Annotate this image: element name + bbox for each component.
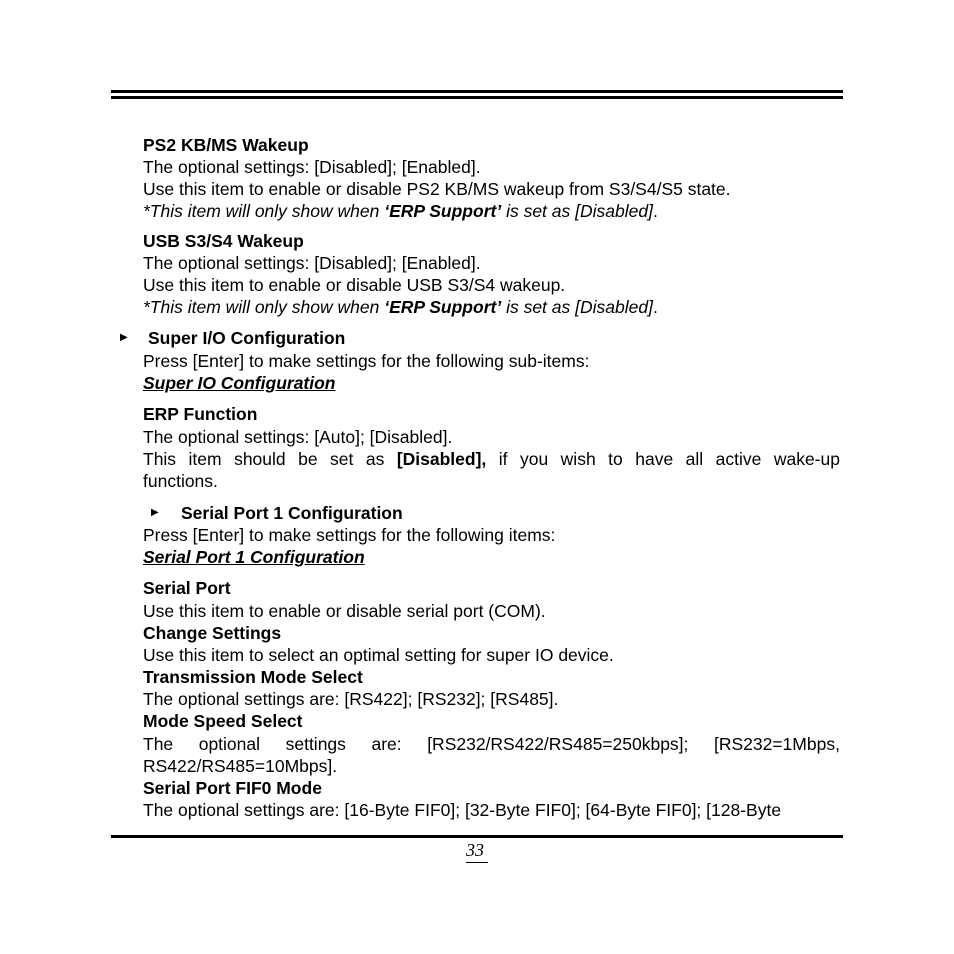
ps2-wakeup-options: The optional settings: [Disabled]; [Enabled]. — [143, 157, 481, 177]
transmission-mode-desc: The optional settings are: [RS422]; [RS232]; [RS485]. — [143, 689, 559, 709]
serial-port-heading: Serial Port — [143, 578, 231, 598]
usb-wakeup-desc: Use this item to enable or disable USB S3/S4 wakeup. — [143, 275, 566, 295]
header-rule-thin — [111, 96, 843, 99]
mode-speed-desc-cont: RS422/RS485=10Mbps]. — [143, 756, 338, 776]
erp-function-desc: This item should be set as [Disabled], if you wish to have all active wake-up — [143, 449, 840, 469]
mode-speed-heading: Mode Speed Select — [143, 711, 303, 731]
fifo-mode-heading: Serial Port FIF0 Mode — [143, 778, 322, 798]
page-number: 33 — [466, 840, 484, 860]
header-rule-thick — [111, 90, 843, 93]
erp-function-heading: ERP Function — [143, 404, 258, 424]
serial-port-1-heading: Serial Port 1 Configuration — [181, 503, 403, 523]
change-settings-desc: Use this item to select an optimal setting for super IO device. — [143, 645, 614, 665]
usb-wakeup-options: The optional settings: [Disabled]; [Enabled]. — [143, 253, 481, 273]
change-settings-heading: Change Settings — [143, 623, 282, 643]
ps2-wakeup-desc: Use this item to enable or disable PS2 KB/MS wakeup from S3/S4/S5 state. — [143, 179, 731, 199]
triangle-bullet-icon: ▶ — [151, 507, 159, 518]
erp-function-desc-cont: functions. — [143, 471, 218, 491]
fifo-mode-desc: The optional settings are: [16-Byte FIF0]; [32-Byte FIF0]; [64-Byte FIF0]; [128-Byte — [143, 800, 782, 820]
serial-port-1-desc: Press [Enter] to make settings for the following items: — [143, 525, 556, 545]
usb-wakeup-note: *This item will only show when ‘ERP Support’ is set as [Disabled]. — [143, 297, 658, 317]
serial-port-desc: Use this item to enable or disable serial port (COM). — [143, 601, 546, 621]
page-number-underline — [466, 862, 488, 863]
ps2-wakeup-note: *This item will only show when ‘ERP Support’ is set as [Disabled]. — [143, 201, 658, 221]
mode-speed-desc: The optional settings are: [RS232/RS422/RS485=250kbps]; [RS232=1Mbps, — [143, 734, 840, 754]
super-io-desc: Press [Enter] to make settings for the following sub-items: — [143, 351, 590, 371]
serial-port-1-link: Serial Port 1 Configuration — [143, 547, 365, 567]
super-io-link: Super IO Configuration — [143, 373, 336, 393]
usb-wakeup-heading: USB S3/S4 Wakeup — [143, 231, 304, 251]
footer-rule — [111, 835, 843, 838]
ps2-wakeup-heading: PS2 KB/MS Wakeup — [143, 135, 309, 155]
transmission-mode-heading: Transmission Mode Select — [143, 667, 363, 687]
super-io-heading: Super I/O Configuration — [148, 328, 346, 348]
erp-function-options: The optional settings: [Auto]; [Disabled]. — [143, 427, 453, 447]
triangle-bullet-icon: ▶ — [120, 332, 128, 343]
